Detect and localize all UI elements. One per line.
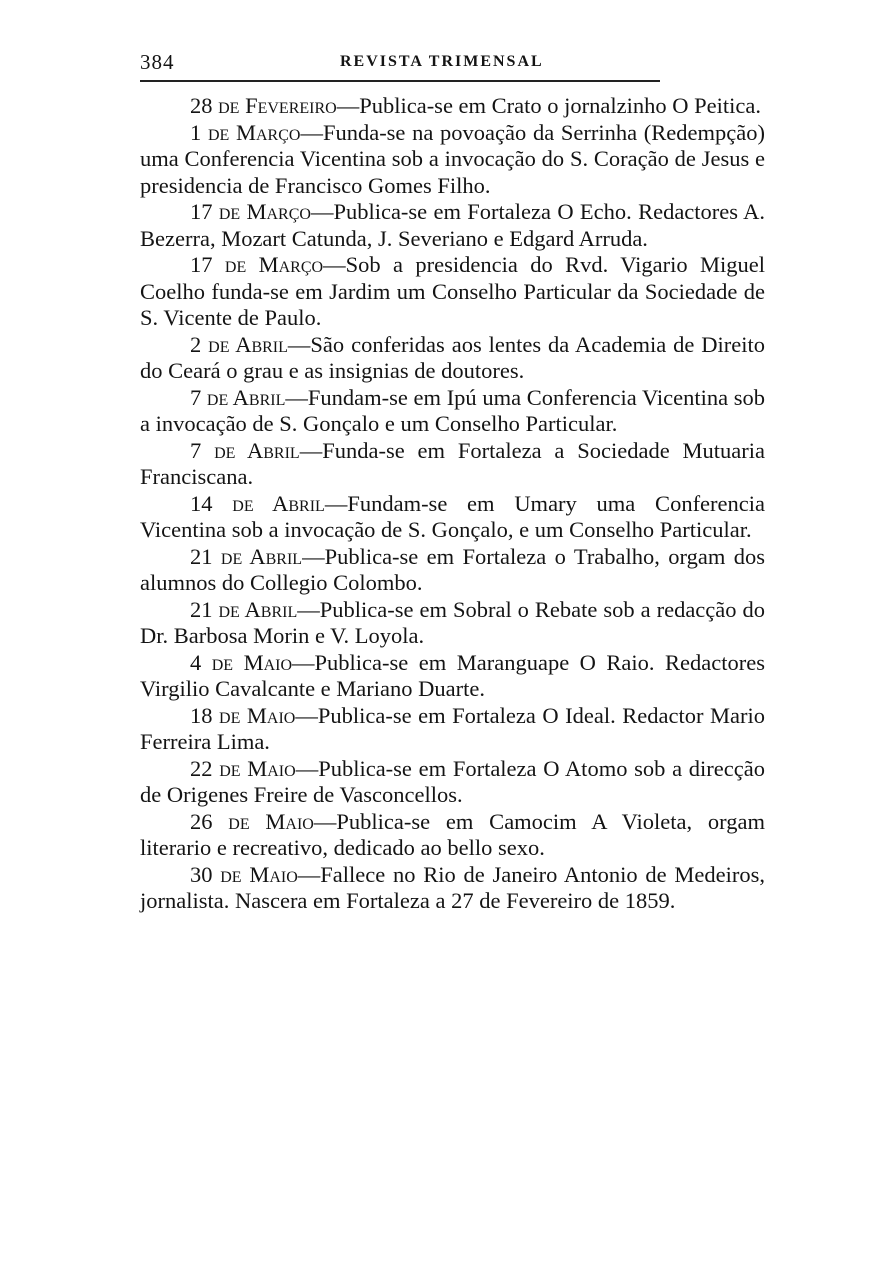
entry-text: —Publica-se em Fortaleza O Echo. Redactores A. Bezerra, Mozart Catunda, J. Severiano e Edgard Arruda.: [140, 199, 765, 251]
entry-date: 22 de Maio: [190, 755, 296, 781]
entry-text: —Fallece no Rio de Janeiro Antonio de Medeiros, jornalista. Nascera em Fortaleza a 27 de Fevereiro de 1859.: [140, 861, 765, 913]
entry-text: —São conferidas aos lentes da Academia de Direito do Ceará o grau e as insignias de doutores.: [140, 331, 766, 383]
entry-text: —Funda-se na povoação da Serrinha (Redempção) uma Conferencia Vicentina sob a invocação do S. Coração de Jesus e presidencia de Francisco Gomes Filho.: [140, 119, 765, 198]
entry-date: 17 de Março: [190, 199, 311, 224]
entry-date: 14 de Abril: [190, 490, 325, 516]
chronology-entry: [140, 252, 765, 332]
entry-text: —Fundam-se em Umary uma Conferencia Vicentina sob a invocação de S. Gonçalo, e um Conselho Particular.: [140, 490, 765, 542]
entry-text: —Publica-se em Crato o jornalzinho O Peitica.: [336, 93, 761, 118]
header-rule: [140, 80, 660, 82]
page-number: 384: [140, 50, 175, 74]
chronology-entry: [140, 756, 765, 809]
entry-text: —Publica-se em Fortaleza O Ideal. Redactor Mario Ferreira Lima.: [140, 702, 765, 754]
chronology-entry: [140, 544, 765, 597]
entry-date: 1 de Março: [190, 119, 301, 145]
chronology-text: [140, 93, 765, 915]
chronology-entry: [140, 385, 765, 438]
running-title: REVISTA TRIMENSAL: [340, 53, 544, 70]
entry-date: 4 de Maio: [190, 649, 293, 675]
entry-date: 28 de Fevereiro: [190, 93, 337, 118]
entry-date: 7 de Abril: [190, 384, 286, 410]
chronology-entry: [140, 597, 765, 650]
chronology-entry: [140, 491, 765, 544]
entry-text: —Publica-se em Maranguape O Raio. Redactores Virgilio Cavalcante e Mariano Duarte.: [140, 649, 765, 701]
chronology-entry: [140, 120, 765, 200]
entry-date: 7 de Abril: [190, 437, 300, 463]
chronology-entry: [140, 438, 765, 491]
entry-text: —Publica-se em Camocim A Violeta, orgam literario e recreativo, dedicado ao bello sexo.: [140, 808, 765, 860]
chronology-entry: [140, 809, 765, 862]
entry-date: 26 de Maio: [190, 808, 314, 834]
entry-text: —Publica-se em Fortaleza o Trabalho, orgam dos alumnos do Collegio Colombo.: [140, 543, 766, 595]
entry-date: 21 de Abril: [190, 543, 303, 569]
entry-date: 18 de Maio: [190, 702, 296, 728]
chronology-entry: [140, 199, 765, 252]
entry-date: 2 de Abril: [190, 331, 288, 357]
entry-date: 21 de Abril: [190, 596, 298, 622]
entry-text: —Publica-se em Fortaleza O Atomo sob a direcção de Origenes Freire de Vasconcellos.: [140, 755, 765, 807]
entry-text: —Sob a presidencia do Rvd. Vigario Miguel Coelho funda-se em Jardim um Conselho Particular da Sociedade de S. Vicente de Paulo.: [140, 252, 765, 330]
entry-text: —Fundam-se em Ipú uma Conferencia Vicentina sob a invocação de S. Gonçalo e um Conselho Particular.: [140, 384, 765, 436]
chronology-entry: [140, 93, 765, 120]
chronology-entry: [140, 332, 765, 385]
entry-text: —Funda-se em Fortaleza a Sociedade Mutuaria Franciscana.: [140, 437, 766, 489]
entry-date: 30 de Maio: [190, 861, 298, 887]
page-header: [140, 50, 760, 74]
entry-date: 17 de Março: [190, 252, 324, 277]
entry-text: —Publica-se em Sobral o Rebate sob a redacção do Dr. Barbosa Morin e V. Loyola.: [140, 596, 766, 648]
chronology-entry: [140, 703, 765, 756]
chronology-entry: [140, 862, 765, 915]
chronology-entry: [140, 650, 765, 703]
